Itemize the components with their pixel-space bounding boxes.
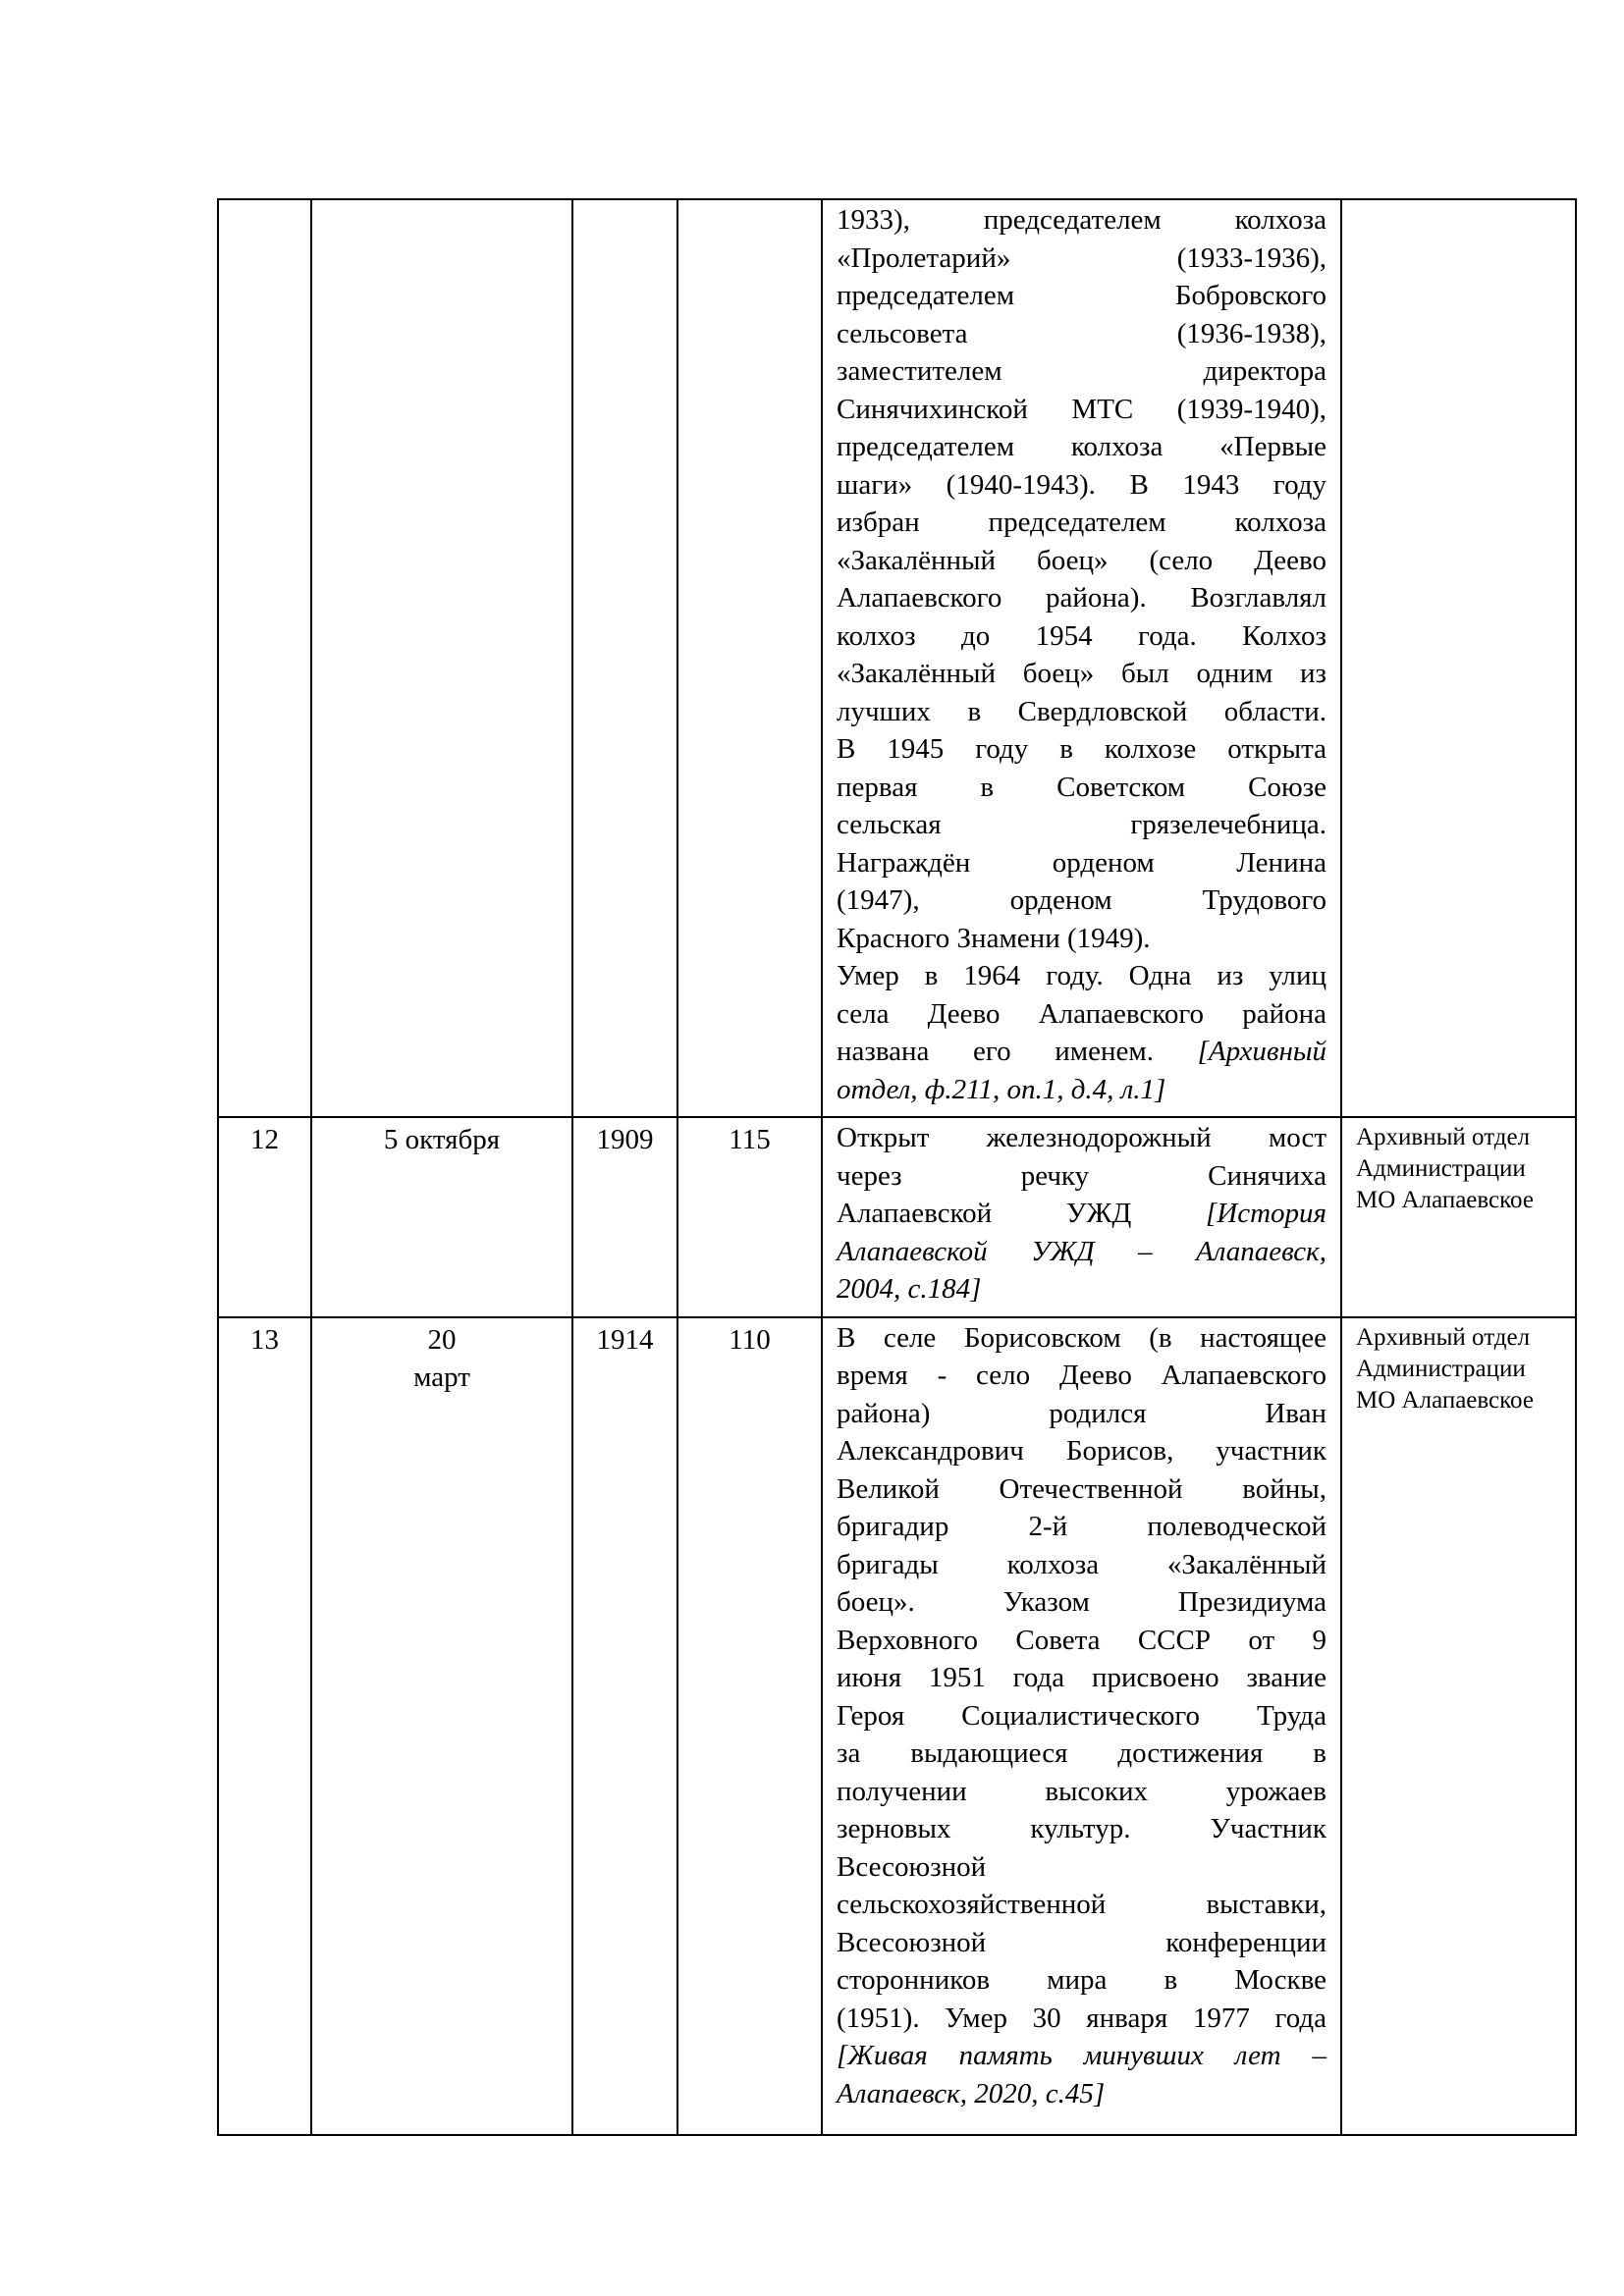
description-line: сторонников мира в Москве bbox=[837, 1964, 1326, 1996]
chronology-table bbox=[217, 198, 1577, 2136]
table-row bbox=[218, 1317, 1576, 2136]
description-line: (1951). Умер 30 января 1977 года bbox=[837, 2002, 1326, 2034]
description-line: (1947), орденом Трудового bbox=[837, 884, 1326, 916]
description-line: председателем колхоза «Первые bbox=[837, 431, 1326, 462]
table-row bbox=[218, 1117, 1576, 1317]
archive-citation: [Архивный bbox=[1197, 1036, 1327, 1067]
description-line: через речку Синячиха bbox=[837, 1159, 1326, 1192]
source-line: Администрации bbox=[1356, 1155, 1526, 1182]
year-text: 1914 bbox=[596, 1323, 654, 1356]
row-number-cell bbox=[218, 199, 311, 1117]
anniversary-cell bbox=[677, 1117, 822, 1317]
anniversary-text: 110 bbox=[729, 1323, 771, 1356]
description-line: В 1945 году в колхозе открыта bbox=[837, 733, 1326, 765]
year-cell bbox=[572, 199, 677, 1117]
row-number: 13 bbox=[250, 1323, 279, 1356]
anniversary-cell bbox=[677, 1317, 822, 2136]
table-row bbox=[218, 199, 1576, 1117]
description-line: лучших в Свердловской области. bbox=[837, 695, 1326, 727]
description-line: получении высоких урожаев bbox=[837, 1775, 1326, 1807]
description-line: Красного Знамени (1949). bbox=[837, 922, 1151, 954]
description-cell bbox=[822, 1317, 1341, 2136]
book-citation-line: Алапаевской УЖД – Алапаевск, bbox=[837, 1235, 1326, 1267]
row-number-cell bbox=[218, 1317, 311, 2136]
description-cell bbox=[822, 1117, 1341, 1317]
description-line: сельскохозяйственной выставки, bbox=[837, 1889, 1326, 1920]
source-line: Администрации bbox=[1356, 1355, 1526, 1382]
source-line: Архивный отдел bbox=[1356, 1124, 1531, 1150]
year-cell bbox=[572, 1117, 677, 1317]
description-line: первая в Советском Союзе bbox=[837, 771, 1326, 803]
date-cell bbox=[311, 1317, 572, 2136]
description-line: Всесоюзной bbox=[837, 1850, 987, 1883]
date-cell bbox=[311, 199, 572, 1117]
description-line: Умер в 1964 году. Одна из улиц bbox=[837, 960, 1326, 991]
description-line: Награждён орденом Ленина bbox=[837, 846, 1326, 879]
description-line: района) родился Иван bbox=[837, 1397, 1326, 1429]
description-line: колхоз до 1954 года. Колхоз bbox=[837, 619, 1326, 652]
date-month: март bbox=[413, 1362, 470, 1393]
description-line: заместителем директора bbox=[837, 355, 1326, 387]
source-line: МО Алапаевское bbox=[1356, 1386, 1534, 1414]
source-cell bbox=[1341, 1117, 1576, 1317]
description-line: время - село Деево Алапаевского bbox=[837, 1360, 1326, 1391]
description-line: Великой Отечественной войны, bbox=[837, 1472, 1326, 1505]
description-line bbox=[837, 1195, 1326, 1233]
source-line: МО Алапаевское bbox=[1356, 1187, 1534, 1213]
source-cell bbox=[1341, 199, 1576, 1117]
description-line: Открыт железнодорожный мост bbox=[837, 1122, 1326, 1153]
description-text: названа его именем. bbox=[837, 1036, 1154, 1067]
description-line: боец». Указом Президиума bbox=[837, 1586, 1326, 1618]
description-line: за выдающиеся достижения в bbox=[837, 1737, 1326, 1769]
archive-citation-line: отдел, ф.211, оп.1, д.4, л.1] bbox=[837, 1073, 1166, 1105]
description-line: Всесоюзной конференции bbox=[837, 1926, 1326, 1958]
description-line: села Деево Алапаевского района bbox=[837, 997, 1326, 1030]
row-number: 12 bbox=[250, 1124, 279, 1155]
description-line: «Пролетарий» (1933-1936), bbox=[837, 241, 1326, 274]
book-citation-line: Алапаевск, 2020, с.45] bbox=[837, 2077, 1106, 2109]
description-line: Синячихинской МТС (1939-1940), bbox=[837, 393, 1326, 425]
description-line: В селе Борисовском (в настоящее bbox=[837, 1321, 1326, 1354]
date-text: 5 октября bbox=[383, 1124, 501, 1155]
book-citation-line: 2004, с.184] bbox=[837, 1273, 982, 1305]
book-citation: [История bbox=[1205, 1198, 1326, 1229]
description-line: Верховного Совета СССР от 9 bbox=[837, 1624, 1326, 1656]
description-line: избран председателем колхоза bbox=[837, 507, 1326, 538]
description-line: сельская грязелечебница. bbox=[837, 809, 1326, 840]
description-line: июня 1951 года присвоено звание bbox=[837, 1662, 1326, 1693]
description-line: Александрович Борисов, участник bbox=[837, 1435, 1326, 1467]
source-line: Архивный отдел bbox=[1356, 1323, 1531, 1351]
description-line: бригадир 2-й полеводческой bbox=[837, 1511, 1326, 1542]
date-cell bbox=[311, 1117, 572, 1317]
description-line: сельсовета (1936-1938), bbox=[837, 317, 1326, 349]
description-line: шаги» (1940-1943). В 1943 году bbox=[837, 468, 1326, 501]
row-number-cell bbox=[218, 1117, 311, 1317]
description-cell bbox=[822, 199, 1341, 1117]
description-line: Алапаевского района). Возглавлял bbox=[837, 582, 1326, 614]
description-line: зерновых культур. Участник bbox=[837, 1813, 1326, 1844]
description-line bbox=[837, 1033, 1326, 1071]
anniversary-cell bbox=[677, 199, 822, 1117]
description-line: «Закалённый боец» (село Деево bbox=[837, 544, 1326, 576]
source-cell bbox=[1341, 1317, 1576, 2136]
description-line: бригады колхоза «Закалённый bbox=[837, 1548, 1326, 1580]
description-text: Алапаевской УЖД bbox=[837, 1198, 1132, 1229]
description-line: Героя Социалистического Труда bbox=[837, 1699, 1326, 1732]
date-day: 20 bbox=[427, 1323, 457, 1356]
book-citation-line: [Живая память минувших лет – bbox=[837, 2040, 1326, 2071]
description-line: «Закалённый боец» был одним из bbox=[837, 658, 1326, 689]
description-line: председателем Бобровского bbox=[837, 280, 1326, 311]
anniversary-text: 115 bbox=[729, 1124, 771, 1155]
year-cell bbox=[572, 1317, 677, 2136]
description-line: 1933), председателем колхоза bbox=[837, 204, 1326, 236]
year-text: 1909 bbox=[596, 1124, 654, 1155]
